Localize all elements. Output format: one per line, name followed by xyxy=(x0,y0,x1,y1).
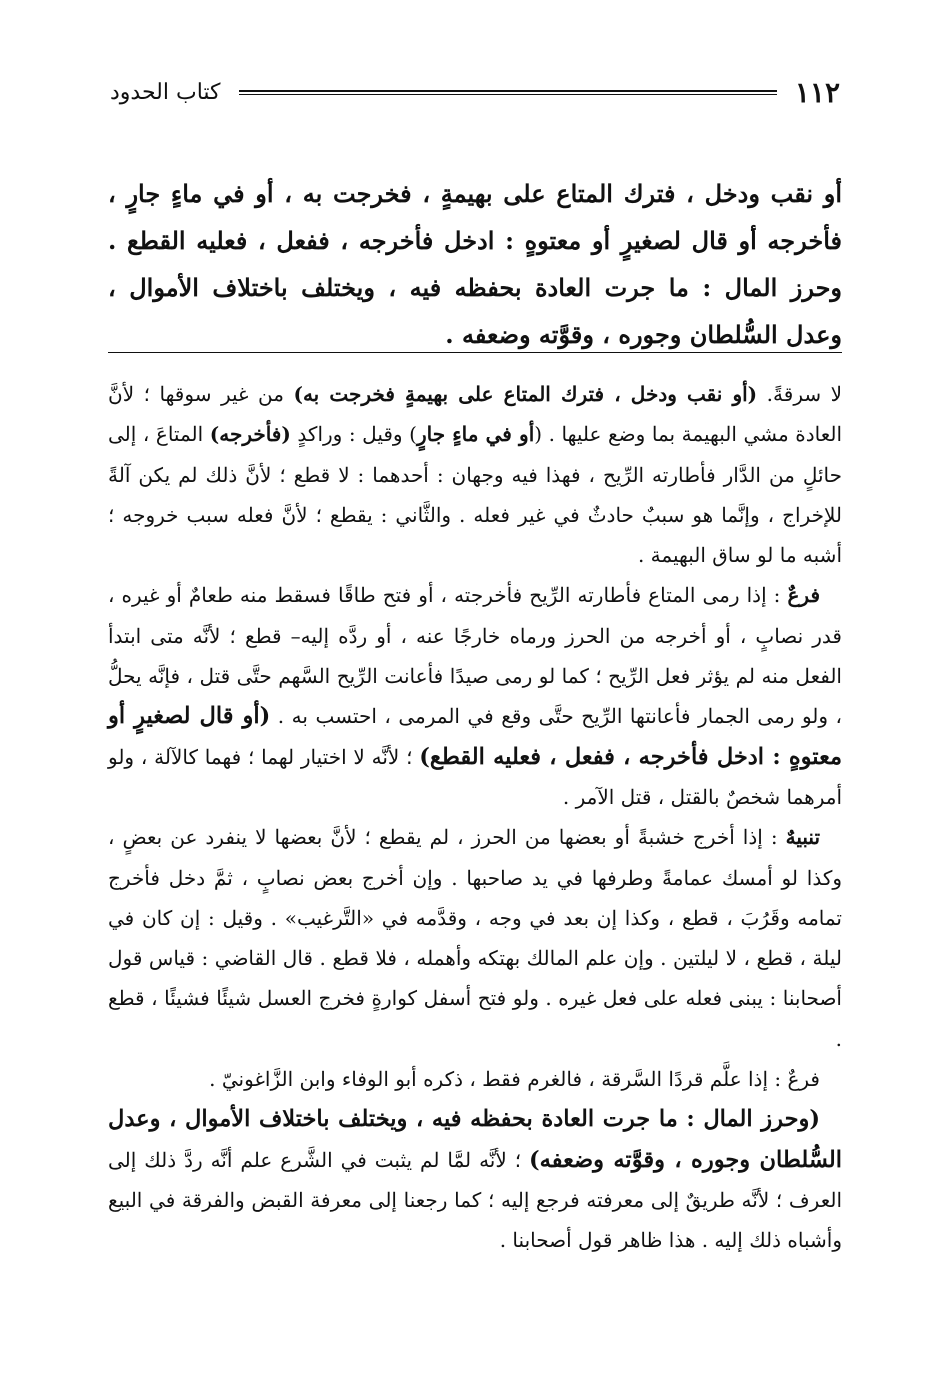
note-heading: تنبيهٌ xyxy=(785,825,821,850)
quoted-main-text: (أو نقب ودخل ، فترك المتاع على بهيمةٍ فخرجت به) xyxy=(293,382,758,406)
commentary-paragraph-2 xyxy=(108,575,842,817)
page-header xyxy=(110,72,840,112)
running-title: كتاب الحدود xyxy=(110,79,221,105)
commentary-paragraph-4: فرعٌ : إذا علَّم قردًا السَّرقة ، فالغرم فقط ، ذكره أبو الوفاء وابن الزَّاغونيّ . xyxy=(209,1067,820,1092)
commentary-text: ) وقيل : وراكدٍ xyxy=(297,422,417,447)
commentary-text: ؛ لأنَّه لمَّا لم يثبت في الشَّرع علم أنَّه ردَّ ذلك إلى العرف ؛ لأنَّه طريقٌ إلى معرفته فرجع إليه ؛ كما رجعنا إلى معرفة القبض والفرقة في البيع وأشباه ذلك إليه . هذا ظاهر قول أصحابنا . xyxy=(108,1147,842,1253)
commentary-text: من غير سوقها ؛ لأنَّ العادة مشي البهيمة بما وضع عليها . ( xyxy=(108,382,843,447)
commentary-text: لا سرقةً. xyxy=(766,382,843,406)
commentary-paragraph-1 xyxy=(108,374,842,575)
commentary-text: : إذا رمى المتاع فأطارته الرِّيح فأخرجته ، أو فتح طاقًا فسقط منه طعامٌ أو غيره ، قدر نصابٍ ، أو أخرجه من الحرز ورماه خارجًا عنه ، أو ردَّه إليه– قطع ؛ لأنَّه متى ابتدأ الفعل منه لم يؤثر فعل الرِّيح ؛ كما لو رمى صيدًا فأعانت الرِّيح السَّهم حتَّى قتل ، فإنَّه يحلُّ ، ولو رمى الجمار فأعانتها الرِّيح حتَّى وقع في المرمى ، احتسب به . xyxy=(108,583,842,729)
commentary-text: ؛ لأنَّه لا اختيار لهما ؛ فهما كالآلة ، ولو أمرهما شخصٌ بالقتل ، قتل الآمر . xyxy=(108,744,842,809)
quoted-main-text: (فأخرجه) xyxy=(209,422,291,447)
page-number: ١١٢ xyxy=(794,75,840,109)
commentary-paragraph-5 xyxy=(108,1099,842,1260)
text-divider xyxy=(108,352,842,353)
main-text xyxy=(108,170,842,358)
commentary-text: : إذا أخرج خشبةً أو بعضها من الحرز ، لم يقطع ؛ لأنَّ بعضها لا ينفرد عن بعضٍ ، وكذا لو أمسك عمامةً وطرفها في يد صاحبها . وإن أخرج بعض نصابٍ ، ثمَّ دخل فأخرج تمامه وقَرُبَ ، قطع ، وكذا إن بعد في وجه ، وقدَّمه في «التَّرغيب» . وقيل : إن كان في ليلة ، قطع ، لا ليلتين . وإن علم المالك بهتكه وأهمله ، فلا قطع . قال القاضي : قياس قول أصحابنا : يبنى فعله على فعل غيره . ولو فتح أسفل كوارةٍ فخرج العسل شيئًا فشيئًا ، قطع . xyxy=(108,825,842,1051)
quoted-main-text: (وحرز المال : ما جرت العادة بحفظه فيه ، ويختلف باختلاف الأموال ، وعدل السُّلطان وجوره ، وقوَّته وضعفه) xyxy=(108,1106,842,1173)
header-rule xyxy=(239,90,777,95)
branch-heading: فرعٌ xyxy=(787,583,821,608)
commentary-paragraph-3 xyxy=(108,817,842,1059)
commentary xyxy=(108,374,842,1261)
commentary-text: المتاعَ ، إلى حائلٍ من الدَّار فأطارته الرِّيح ، فهذا فيه وجهان : أحدهما : لا قطع ؛ لأنَّ ذلك لم يكن آلةً للإخراج ، وإنَّما هو سببٌ حادثٌ في غير فعله . والثَّاني : يقطع ؛ لأنَّ فعله سبب خروجه ؛ أشبه ما لو ساق البهيمة . xyxy=(108,422,842,568)
quoted-main-text: (أو قال لصغيرٍ أو معتوهٍ : ادخل فأخرجه ، ففعل ، فعليه القطع) xyxy=(108,703,842,770)
main-text-paragraph: أو نقب ودخل ، فترك المتاع على بهيمةٍ ، فخرجت به ، أو في ماءٍ جارٍ ، فأخرجه أو قال لصغيرٍ أو معتوهٍ : ادخل فأخرجه ، ففعل ، فعليه القطع . وحرز المال : ما جرت العادة بحفظه فيه ، ويختلف باختلاف الأموال ، وعدل السُّلطان وجوره ، وقوَّته وضعفه . xyxy=(108,179,842,349)
quoted-main-text: أو في ماءٍ جارٍ xyxy=(416,422,535,447)
